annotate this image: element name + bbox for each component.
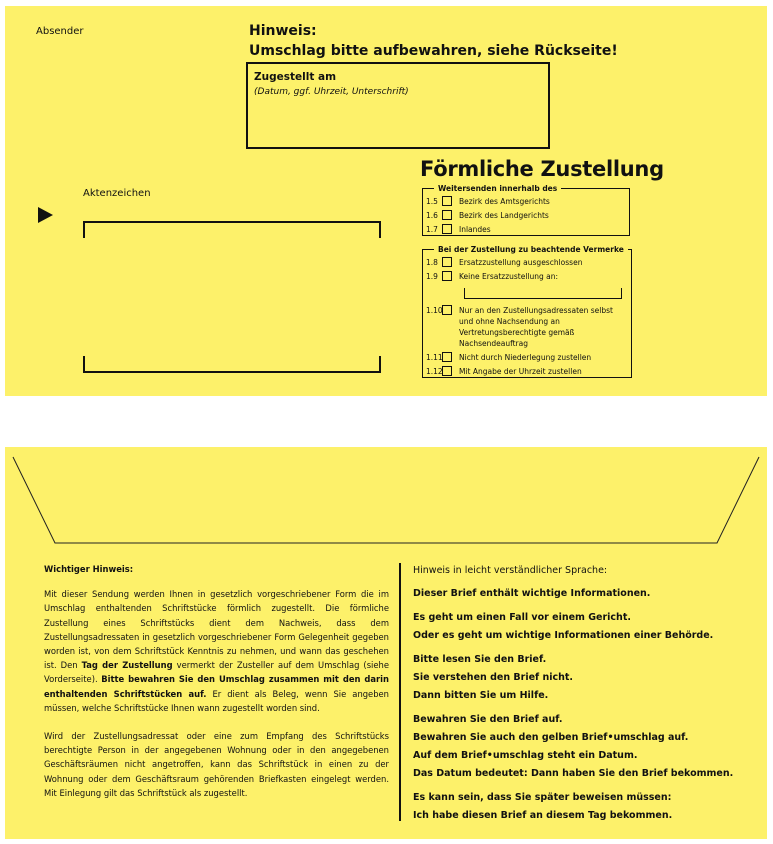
easy-paragraph <box>413 651 743 705</box>
pointer-arrow-icon <box>38 207 53 223</box>
delivery-notes-legend: Bei der Zustellung zu beachtende Vermerke <box>438 245 624 254</box>
easy-line: Auf dem Brief•umschlag steht ein Datum. <box>413 750 638 761</box>
option-checkbox[interactable] <box>442 366 452 376</box>
option-label: Bezirk des Amtsgerichts <box>459 197 550 206</box>
option-label: Nicht durch Niederlegung zustellen <box>459 353 592 362</box>
file-reference-label: Aktenzeichen <box>83 188 151 199</box>
text-run: Er dient als Beleg, wenn Sie angeben müssen, welche Schriftstücke Ihnen wann zugestellt worden sind. <box>44 688 389 713</box>
option-row <box>426 305 631 349</box>
easy-line: Sie verstehen den Brief nicht. <box>413 672 574 683</box>
notice-paragraph: Wird der Zustellungsadressat oder eine zum Empfang des Schriftstücks berechtigte Person in der angegebenen Wohnung oder in den angegebenen Geschäftsräumen nicht angetroffen, kann das Schriftstück in einen zu der Wohnung oder dem Geschäftsraum gehörenden Briefkasten eingelegt werden. Mit Einlegung gilt das Schriftstück als zugestellt. <box>44 731 389 798</box>
option-row <box>426 271 631 282</box>
easy-line: Oder es geht um wichtige Informationen einer Behörde. <box>413 630 714 641</box>
option-checkbox[interactable] <box>442 210 452 220</box>
option-number: 1.12 <box>426 367 443 376</box>
option-number: 1.5 <box>426 197 438 206</box>
option-checkbox[interactable] <box>442 257 452 267</box>
easy-language-heading: Hinweis in leicht verständlicher Sprache: <box>413 565 608 576</box>
option-number: 1.6 <box>426 211 438 220</box>
important-notice-heading: Wichtiger Hinweis: <box>44 564 134 574</box>
option-number: 1.7 <box>426 225 438 234</box>
easy-line: Es geht um einen Fall vor einem Gericht. <box>413 612 631 623</box>
option-number: 1.10 <box>426 306 443 315</box>
address-window-top-bracket <box>83 221 381 238</box>
easy-paragraph <box>413 711 743 783</box>
easy-paragraph <box>413 585 743 603</box>
option-label: Ersatzzustellung ausgeschlossen <box>459 258 583 267</box>
notice-text: Umschlag bitte aufbewahren, siehe Rückseite! <box>249 43 618 59</box>
option-label: Keine Ersatzzustellung an: <box>459 272 559 281</box>
option-checkbox[interactable] <box>442 224 452 234</box>
option-row <box>426 352 631 363</box>
easy-line: Bitte lesen Sie den Brief. <box>413 654 547 665</box>
address-window-bottom-bracket <box>83 356 381 373</box>
easy-paragraph <box>413 609 743 645</box>
easy-line: Dann bitten Sie um Hilfe. <box>413 690 549 701</box>
column-divider <box>399 563 401 821</box>
delivered-hint: (Datum, ggf. Uhrzeit, Unterschrift) <box>254 87 409 97</box>
delivery-notes-group <box>422 245 632 378</box>
option-label: Inlandes <box>459 225 491 234</box>
option-row <box>426 257 631 268</box>
option-label: Nur an den Zustellungsadressaten selbst und ohne Nachsendung an Vertretungsberechtigte gemäß Nachsendeauftrag <box>459 306 613 348</box>
delivered-label: Zugestellt am <box>254 71 337 83</box>
envelope-back <box>5 447 767 839</box>
option-label: Mit Angabe der Uhrzeit zustellen <box>459 367 582 376</box>
forwarding-legend: Weitersenden innerhalb des <box>438 184 558 193</box>
option-number: 1.8 <box>426 258 438 267</box>
sender-label: Absender <box>36 26 84 37</box>
option-number: 1.9 <box>426 272 438 281</box>
no-substitute-recipient-field[interactable] <box>464 288 622 299</box>
delivered-on-field[interactable] <box>246 62 550 149</box>
option-row <box>426 210 629 221</box>
important-notice <box>44 562 389 800</box>
main-title: Förmliche Zustellung <box>420 157 664 181</box>
option-row <box>426 224 629 235</box>
easy-line: Das Datum bedeutet: Dann haben Sie den Brief bekommen. <box>413 768 734 779</box>
text-run-bold: Tag der Zustellung <box>81 660 173 671</box>
option-checkbox[interactable] <box>442 305 452 315</box>
option-checkbox[interactable] <box>442 352 452 362</box>
easy-paragraph <box>413 789 743 825</box>
option-label: Bezirk des Landgerichts <box>459 211 549 220</box>
envelope-front <box>5 6 767 396</box>
option-number: 1.11 <box>426 353 443 362</box>
easy-line: Es kann sein, dass Sie später beweisen müssen: <box>413 792 672 803</box>
easy-line: Dieser Brief enthält wichtige Informationen. <box>413 588 651 599</box>
easy-language-notice <box>413 562 743 831</box>
easy-line: Ich habe diesen Brief an diesem Tag bekommen. <box>413 810 673 821</box>
envelope-flap-outline <box>5 447 767 557</box>
option-row <box>426 196 629 207</box>
forwarding-options-group <box>422 184 630 236</box>
easy-line: Bewahren Sie den Brief auf. <box>413 714 563 725</box>
notice-paragraph <box>44 587 389 715</box>
option-checkbox[interactable] <box>442 271 452 281</box>
text-run-bold: Bitte bewahren Sie den Umschlag zusammen mit den darin enthaltenden Schriftstücken auf. <box>44 674 389 699</box>
option-row <box>426 366 631 377</box>
text-run: Mit dieser Sendung werden Ihnen in gesetzlich vorgeschriebener Form die im Umschlag enthaltenden Schriftstücke förmlich zugestellt. Die förmliche Zustellung eines Schriftstücks dient dem Nachweis, dass dem Zustellungsadressaten in gesetzlich vorgeschriebener Form Gelegenheit gegeben worden ist, von dem Schriftstück Kenntnis zu nehmen, und wann das geschehen ist. Den <box>44 589 389 671</box>
option-checkbox[interactable] <box>442 196 452 206</box>
text-run: vermerkt der Zusteller auf dem Umschlag (siehe Vorderseite). <box>44 660 389 685</box>
easy-line: Bewahren Sie auch den gelben Brief•umschlag auf. <box>413 732 689 743</box>
notice-title: Hinweis: <box>249 23 317 39</box>
